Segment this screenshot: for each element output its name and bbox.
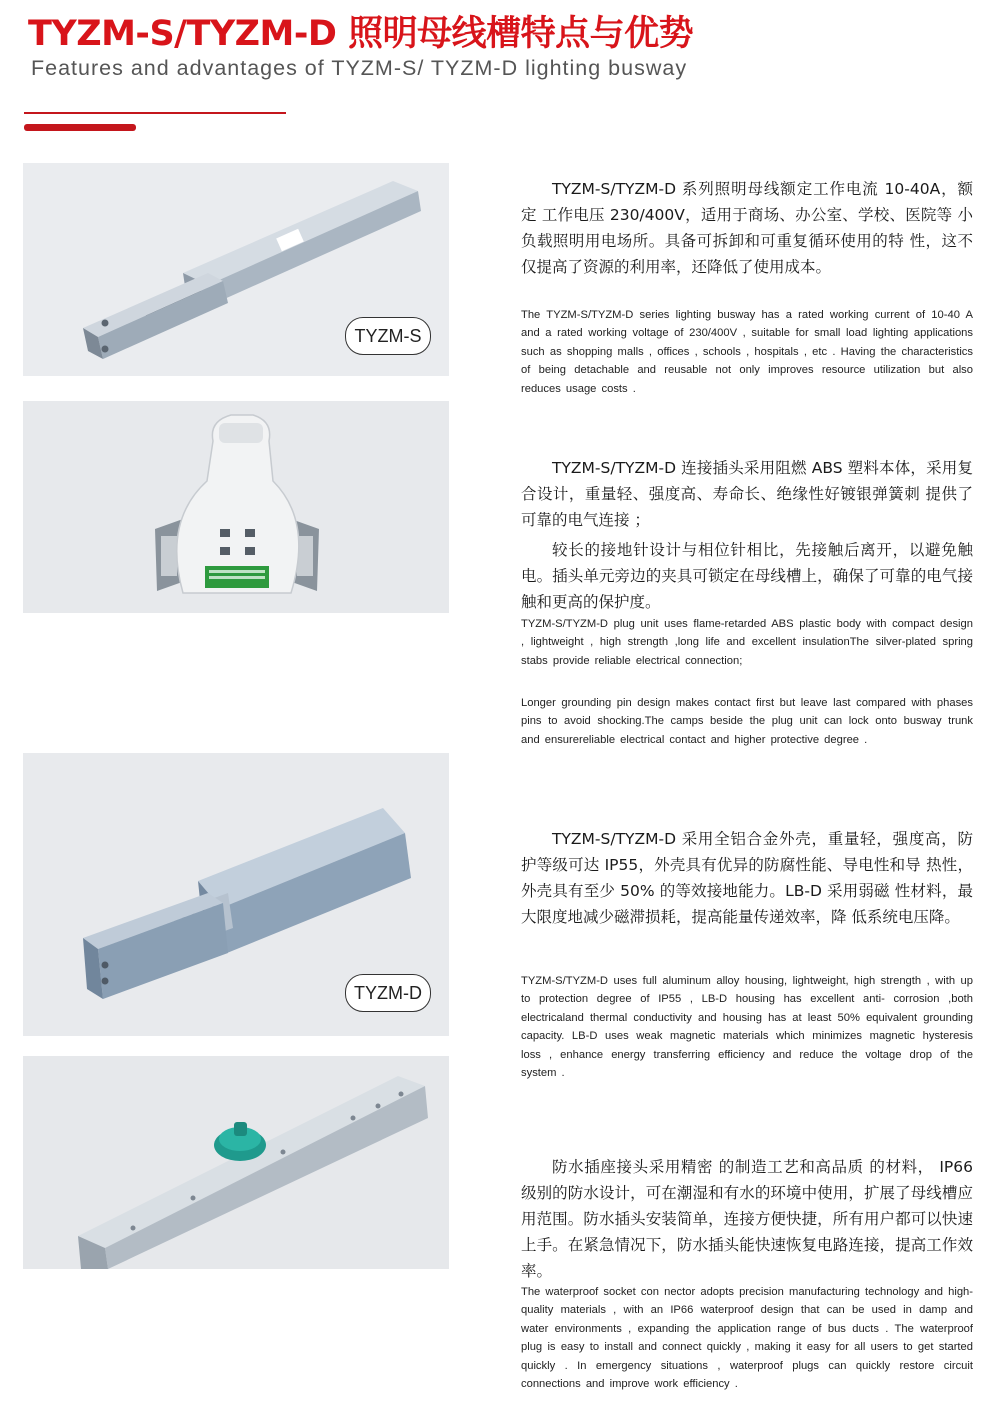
section-1-zh-text: TYZM-S/TYZM-D 系列照明母线额定工作电流 10-40A，额定 工作电压 230/400V，适用于商场、办公室、学校、医院等 小负载照明用电场所。具备可拆卸和可重复循环使用的特 性，这不仅提高了资源的利用率，还降低了使用成本。 <box>521 180 973 276</box>
section-2-en-text-1: TYZM-S/TYZM-D plug unit uses flame-retarded ABS plastic body with compact design , lightweight , high strength ,long life and excellent insulationThe silver-plated spring stabs provide reliable electrical connection; <box>521 618 973 667</box>
section-3-en-text: TYZM-S/TYZM-D uses full aluminum alloy housing, lightweight, high strength , with up to protection degree of IP55 , LB-D housing has excellent anti- corrosion ,both electricaland thermal conductivity and housing has at least 50% equivalent grounding capacity. LB-D uses weak magnetic materials which minimizes magnetic hysteresis loss , enhance energy transferring efficiency and reduce the voltage drop of the system . <box>521 975 973 1080</box>
section-2-zh-text-1: TYZM-S/TYZM-D 连接插头采用阻燃 ABS 塑料本体，采用复 合设计，重量轻、强度高、寿命长、绝缘性好镀银弹簧刺 提供了可靠的电气连接 ； <box>521 459 973 529</box>
title-underline-accent <box>24 124 136 131</box>
plug-unit-photo <box>23 401 449 613</box>
title-underline-thin <box>24 112 286 114</box>
section-3-zh-text: TYZM-S/TYZM-D 采用全铝合金外壳，重量轻，强度高，防 护等级可达 IP55，外壳具有优异的防腐性能、导电性和导 热性，外壳具有至少 50% 的等效接地能力。LB-D 采用弱磁 性材料，最大限度地减少磁滞损耗，提高能量传递效率，降 低系统电压降。 <box>521 830 973 926</box>
model-label-tyzm-d: TYZM-D <box>345 974 431 1012</box>
section-2-zh-text-2: 较长的接地针设计与相位针相比，先接触后离开，以避免触电。插头单元旁边的夹具可锁定在母线槽上，确保了可靠的电气接触和更高的保护度。 <box>521 541 973 611</box>
section-4-zh-text: 防水插座接头采用精密 的制造工艺和高品质 的材料， IP66 级别的防水设计，可在潮湿和有水的环境中使用，扩展了母线槽应用范围。防水插头安装简单，连接方便快捷，所有用户都可以快速上手。在紧急情况下，防水插头能快速恢复电路连接，提高工作效率。 <box>521 1158 973 1280</box>
waterproof-busway-photo <box>23 1056 449 1269</box>
section-4-en-text: The waterproof socket con nector adopts precision manufacturing technology and high-quality materials , with an IP66 waterproof design that can be used in damp and water environments , expanding the application range of bus ducts . The waterproof plug is easy to install and connect quickly , making it easy for all users to get started quickly . In emergency situations , waterproof plugs can quickly restore circuit connections and improve work efficiency . <box>521 1286 973 1391</box>
section-2-en-text-2: Longer grounding pin design makes contact first but leave last compared with phases pins to avoid shocking.The camps beside the plug unit can lock onto busway trunk and ensurereliable electrical contact and higher protective degree . <box>521 697 973 746</box>
section-1-en-text: The TYZM-S/TYZM-D series lighting busway has a rated working current of 10-40 A and a rated working voltage of 230/400V , suitable for small load lighting applications such as shopping malls , offices , schools , hospitals , etc . Having the characteristics of being detachable and reusable not only improves resource utilization but also reduces usage costs . <box>521 309 973 395</box>
page-title: TYZM-S/TYZM-D 照明母线槽特点与优势 <box>28 14 694 54</box>
page-subtitle: Features and advantages of TYZM-S/ TYZM-D lighting busway <box>31 56 688 80</box>
model-label-tyzm-s: TYZM-S <box>345 317 431 355</box>
